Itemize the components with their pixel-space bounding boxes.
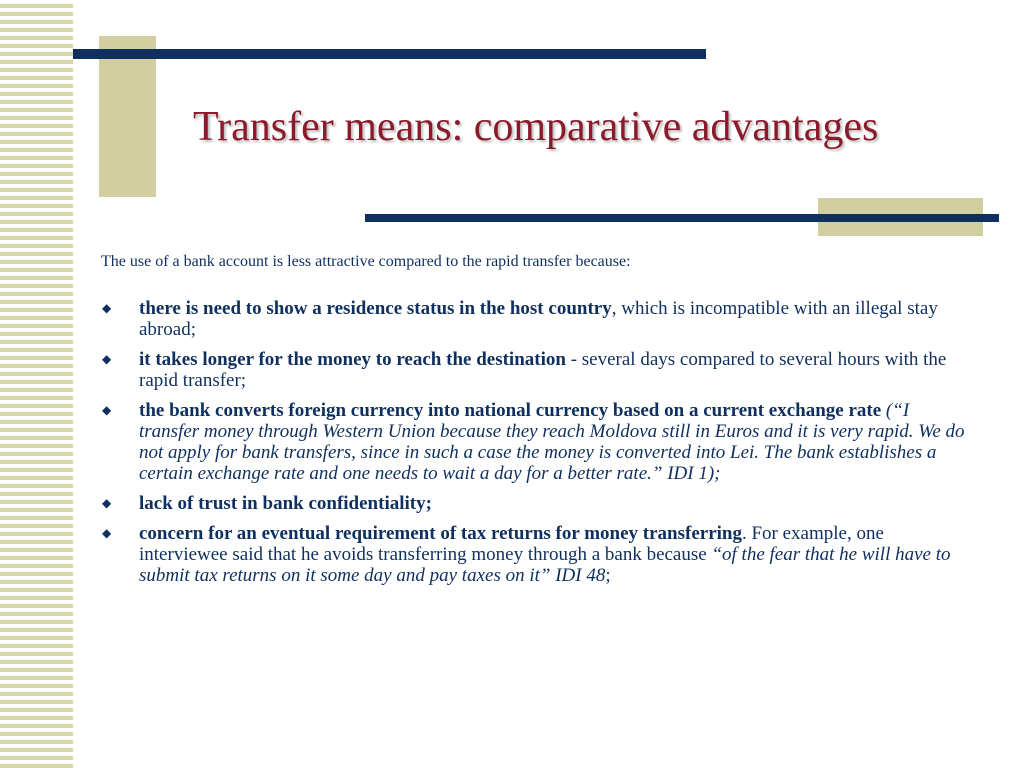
intro-text: The use of a bank account is less attractive compared to the rapid transfer because:: [101, 253, 631, 270]
bullet-quote-text: (“I transfer money through Western Union because they reach Moldova still in Euros and it is very rapid. We do not apply for bank transfers, since in such a case the money is converted into Lei. The bank establishes a certain exchange rate and one needs to wait a day for a better rate.” IDI 1);: [139, 400, 965, 484]
bullet-item: [101, 400, 971, 484]
bullet-list: [101, 298, 971, 595]
diamond-bullet-icon: ◆: [102, 496, 112, 510]
diamond-bullet-icon: ◆: [102, 301, 112, 315]
bullet-quote-text: “of the fear that he will have to submit tax returns on it some day and pay taxes on it” IDI 48: [139, 544, 951, 586]
diamond-bullet-icon: ◆: [102, 526, 112, 540]
bullet-item: [101, 523, 971, 586]
bullet-bold-text: lack of trust in bank confidentiality;: [139, 493, 432, 514]
bullet-bold-text: concern for an eventual requirement of tax returns for money transferring: [139, 523, 742, 544]
bullet-text: , which is incompatible with an illegal stay abroad;: [139, 298, 938, 340]
navy-rule-top: [73, 49, 706, 59]
bullet-tail-text: ;: [605, 565, 611, 586]
diamond-bullet-icon: ◆: [102, 403, 112, 417]
bullet-item: [101, 349, 971, 391]
bullet-bold-text: the bank converts foreign currency into national currency based on a current exchange rate: [139, 400, 882, 421]
decorative-stripes: [0, 0, 73, 768]
diamond-bullet-icon: ◆: [102, 352, 112, 366]
bullet-item: [101, 298, 971, 340]
tan-accent-block-top: [99, 36, 156, 197]
bullet-text: - several days compared to several hours with the rapid transfer;: [139, 349, 947, 391]
slide-title: Transfer means: comparative advantages: [193, 104, 879, 150]
navy-rule-right: [365, 214, 999, 222]
bullet-text: . For example, one interviewee said that he avoids transferring money through a bank because: [139, 523, 884, 565]
bullet-bold-text: there is need to show a residence status in the host country: [139, 298, 612, 319]
bullet-item: [101, 493, 971, 514]
bullet-bold-text: it takes longer for the money to reach the destination: [139, 349, 566, 370]
